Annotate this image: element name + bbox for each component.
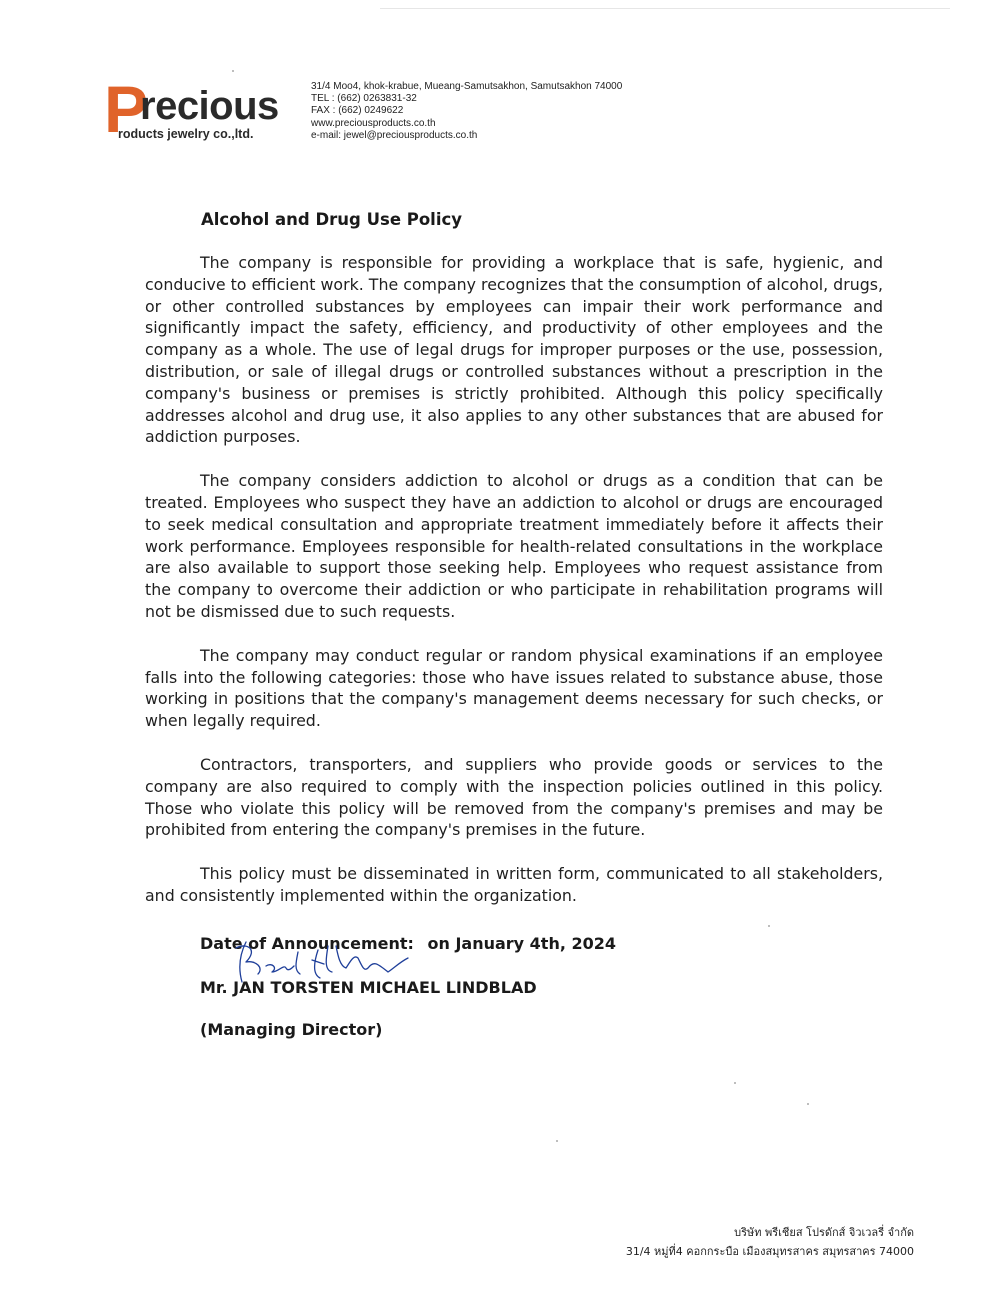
signatory-name: Mr. JAN TORSTEN MICHAEL LINDBLAD [200, 978, 537, 997]
scan-speck [768, 925, 770, 927]
policy-paragraph: Contractors, transporters, and suppliers who provide goods or services to the company are also required to comply with the inspection policies outlined in this policy. Those who violate this policy will be removed from the company's premises and may be prohibited from entering the company's premises in the future. [145, 754, 883, 840]
scan-top-line [380, 8, 950, 9]
handwritten-signature [228, 938, 413, 990]
company-address: 31/4 Moo4, khok-krabue, Mueang-Samutsakhon, Samutsakhon 74000 [311, 81, 623, 92]
scan-speck [232, 70, 234, 72]
footer-thai [626, 1223, 914, 1261]
policy-body [145, 252, 883, 929]
announcement-label: Date of Announcement: [200, 934, 414, 953]
logo-subtitle: roducts jewelry co.,ltd. [118, 127, 254, 141]
scan-speck [556, 1140, 558, 1142]
policy-paragraph: The company may conduct regular or random physical examinations if an employee falls into the following categories: those who have issues related to substance abuse, those working in positions that the company's management deems necessary for such checks, or when legally required. [145, 645, 883, 731]
footer-address: 31/4 หมู่ที่4 คอกกระบือ เมืองสมุทรสาคร สมุทรสาคร 74000 [625, 1245, 914, 1258]
document-title: Alcohol and Drug Use Policy [201, 210, 463, 229]
policy-paragraph: This policy must be disseminated in written form, communicated to all stakeholders, and consistently implemented within the organization. [145, 864, 883, 905]
policy-paragraph: The company considers addiction to alcohol or drugs as a condition that can be treated. Employees who suspect they have an addiction to alcohol or drugs are encouraged to seek medical consultation and appropriate treatment immediately before it affects their work performance. Employees responsible for health-related consultations in the workplace are also available to support those seeking help. Employees who request assistance from the company to overcome their addiction or who participate in rehabilitation programs will not be dismissed due to such requests. [145, 471, 883, 621]
footer-company-name: บริษัท พรีเชียส โปรดักส์ จิวเวลรี่ จำกัด [734, 1226, 914, 1239]
company-website: www.preciousproducts.co.th [311, 117, 436, 129]
signatory-title: (Managing Director) [200, 1020, 383, 1039]
policy-paragraph: The company is responsible for providing a workplace that is safe, hygienic, and conducive to efficient work. The company recognizes that the consumption of alcohol, drugs, or other controlled substances by employees can impair their work performance and significantly impact the safety, efficiency, and productivity of other employees and the company as a whole. The use of legal drugs for improper purposes or the use, possession, distribution, or sale of illegal drugs or controlled substances without a prescription in the company's business or premises is strictly prohibited. Although this policy specifically addresses alcohol and drug use, it also applies to any other substances that are abused for addiction purposes. [145, 253, 883, 447]
logo-initial: P [104, 72, 149, 146]
announcement-date: on January 4th, 2024 [427, 934, 617, 953]
company-fax: FAX : (662) 0249622 [311, 105, 404, 117]
contact-block [311, 81, 622, 142]
scan-speck [734, 1082, 736, 1084]
scan-speck [807, 1103, 809, 1105]
company-logo [104, 72, 294, 148]
logo-wordmark: recious [140, 84, 279, 128]
company-email: e-mail: jewel@preciousproducts.co.th [311, 129, 478, 141]
company-tel: TEL : (662) 0263831-32 [311, 93, 417, 105]
